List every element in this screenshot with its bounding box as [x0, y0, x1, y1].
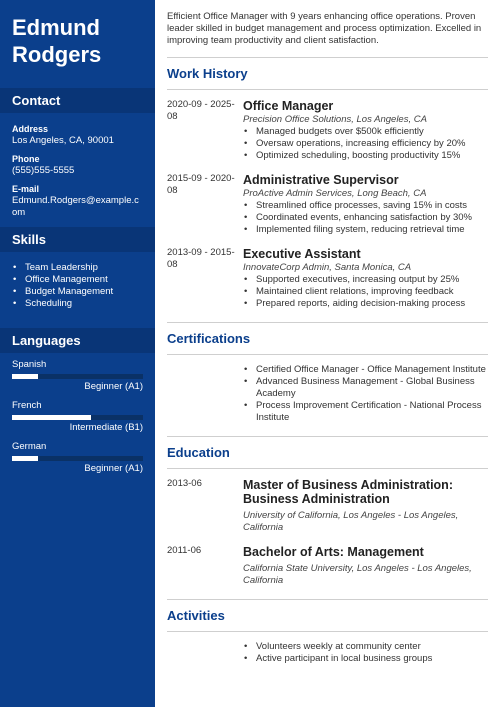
language-level: Beginner (A1)	[84, 463, 143, 474]
job-title: Office Manager	[243, 99, 334, 113]
main-content	[167, 0, 488, 665]
activities-section	[167, 608, 488, 665]
education-entry	[167, 545, 488, 587]
language-level-bar	[12, 415, 143, 420]
activity-item: • Volunteers weekly at community center	[243, 641, 488, 653]
skill-item: • Team Leadership	[12, 262, 143, 274]
phone-label: Phone	[12, 154, 40, 164]
language-name: German	[12, 441, 47, 452]
language-level: Intermediate (B1)	[69, 422, 143, 433]
job-bullet: • Prepared reports, aiding decision-making process	[243, 298, 488, 310]
certifications-heading: Certifications	[167, 331, 488, 355]
job-bullet: • Supported executives, increasing output by 25%	[243, 274, 488, 286]
skill-item: • Budget Management	[12, 286, 143, 298]
address-label: Address	[12, 124, 49, 134]
job-bullet: • Implemented filing system, reducing retrieval time	[243, 224, 488, 236]
summary: Efficient Office Manager with 9 years enhancing office operations. Proven leader skilled in budget management and process optimization. Excelled in improving team productivity and client satisfaction.	[167, 0, 488, 58]
school: University of California, Los Angeles - Los Angeles, California	[243, 510, 459, 533]
job-entry	[167, 173, 488, 236]
job-entry	[167, 247, 488, 310]
education-heading: Education	[167, 445, 488, 469]
email-value[interactable]: Edmund.Rodgers@example.com	[12, 195, 139, 218]
language-level-fill	[12, 456, 38, 461]
education-date: 2013-06	[167, 478, 202, 489]
activities-heading: Activities	[167, 608, 488, 632]
phone-value: (555)555-5555	[12, 165, 75, 176]
certifications-section	[167, 331, 488, 437]
skills-list	[12, 258, 143, 310]
skills-section	[0, 252, 155, 310]
language-level-bar	[12, 456, 143, 461]
email-label: E-mail	[12, 184, 40, 194]
education-date: 2011-06	[167, 545, 202, 556]
job-title: Executive Assistant	[243, 247, 361, 261]
activity-item: • Active participant in local business groups	[243, 653, 488, 665]
language-level: Beginner (A1)	[84, 381, 143, 392]
contact-heading: Contact	[0, 88, 155, 113]
job-dates: 2020-09 - 2025-08	[167, 99, 235, 122]
language-level-bar	[12, 374, 143, 379]
certification-item: • Process Improvement Certification - National Process Institute	[243, 400, 488, 424]
skills-heading: Skills	[0, 227, 155, 252]
skill-item: • Office Management	[12, 274, 143, 286]
work-history-heading: Work History	[167, 66, 488, 90]
candidate-name	[0, 0, 155, 68]
language-name: French	[12, 400, 42, 411]
contact-section	[0, 113, 155, 219]
language-item	[12, 441, 143, 475]
language-name: Spanish	[12, 359, 47, 370]
degree: Master of Business Administration: Business Administration	[243, 478, 453, 506]
languages-section	[0, 353, 155, 475]
sidebar	[0, 0, 155, 707]
language-item	[12, 359, 143, 393]
job-bullets	[243, 200, 488, 236]
education-entry	[167, 478, 488, 534]
job-bullet: • Maintained client relations, improving feedback	[243, 286, 488, 298]
job-dates: 2015-09 - 2020-08	[167, 173, 235, 196]
job-bullet: • Oversaw operations, increasing efficiency by 20%	[243, 138, 488, 150]
skill-item: • Scheduling	[12, 298, 143, 310]
language-level-fill	[12, 415, 91, 420]
job-entry	[167, 99, 488, 162]
languages-heading: Languages	[0, 328, 155, 353]
certifications-list	[243, 364, 488, 424]
job-title: Administrative Supervisor	[243, 173, 399, 187]
degree: Bachelor of Arts: Management	[243, 545, 424, 559]
work-history-section	[167, 66, 488, 323]
school: California State University, Los Angeles - Los Angeles, California	[243, 563, 472, 586]
job-bullets	[243, 274, 488, 310]
activities-list	[243, 641, 488, 665]
job-org: Precision Office Solutions, Los Angeles, CA	[243, 114, 427, 125]
job-org: InnovateCorp Admin, Santa Monica, CA	[243, 262, 412, 273]
job-bullet: • Streamlined office processes, saving 15% in costs	[243, 200, 488, 212]
language-level-fill	[12, 374, 38, 379]
job-bullet: • Optimized scheduling, boosting productivity 15%	[243, 150, 488, 162]
education-section	[167, 445, 488, 600]
job-org: ProActive Admin Services, Long Beach, CA	[243, 188, 427, 199]
job-dates: 2013-09 - 2015-08	[167, 247, 235, 270]
address-value: Los Angeles, CA, 90001	[12, 135, 114, 146]
last-name: Rodgers	[12, 42, 102, 67]
language-item	[12, 400, 143, 434]
job-bullet: • Coordinated events, enhancing satisfaction by 30%	[243, 212, 488, 224]
job-bullets	[243, 126, 488, 162]
job-bullet: • Managed budgets over $500k efficiently	[243, 126, 488, 138]
certification-item: • Certified Office Manager - Office Management Institute	[243, 364, 488, 376]
first-name: Edmund	[12, 15, 100, 40]
certification-item: • Advanced Business Management - Global Business Academy	[243, 376, 488, 400]
